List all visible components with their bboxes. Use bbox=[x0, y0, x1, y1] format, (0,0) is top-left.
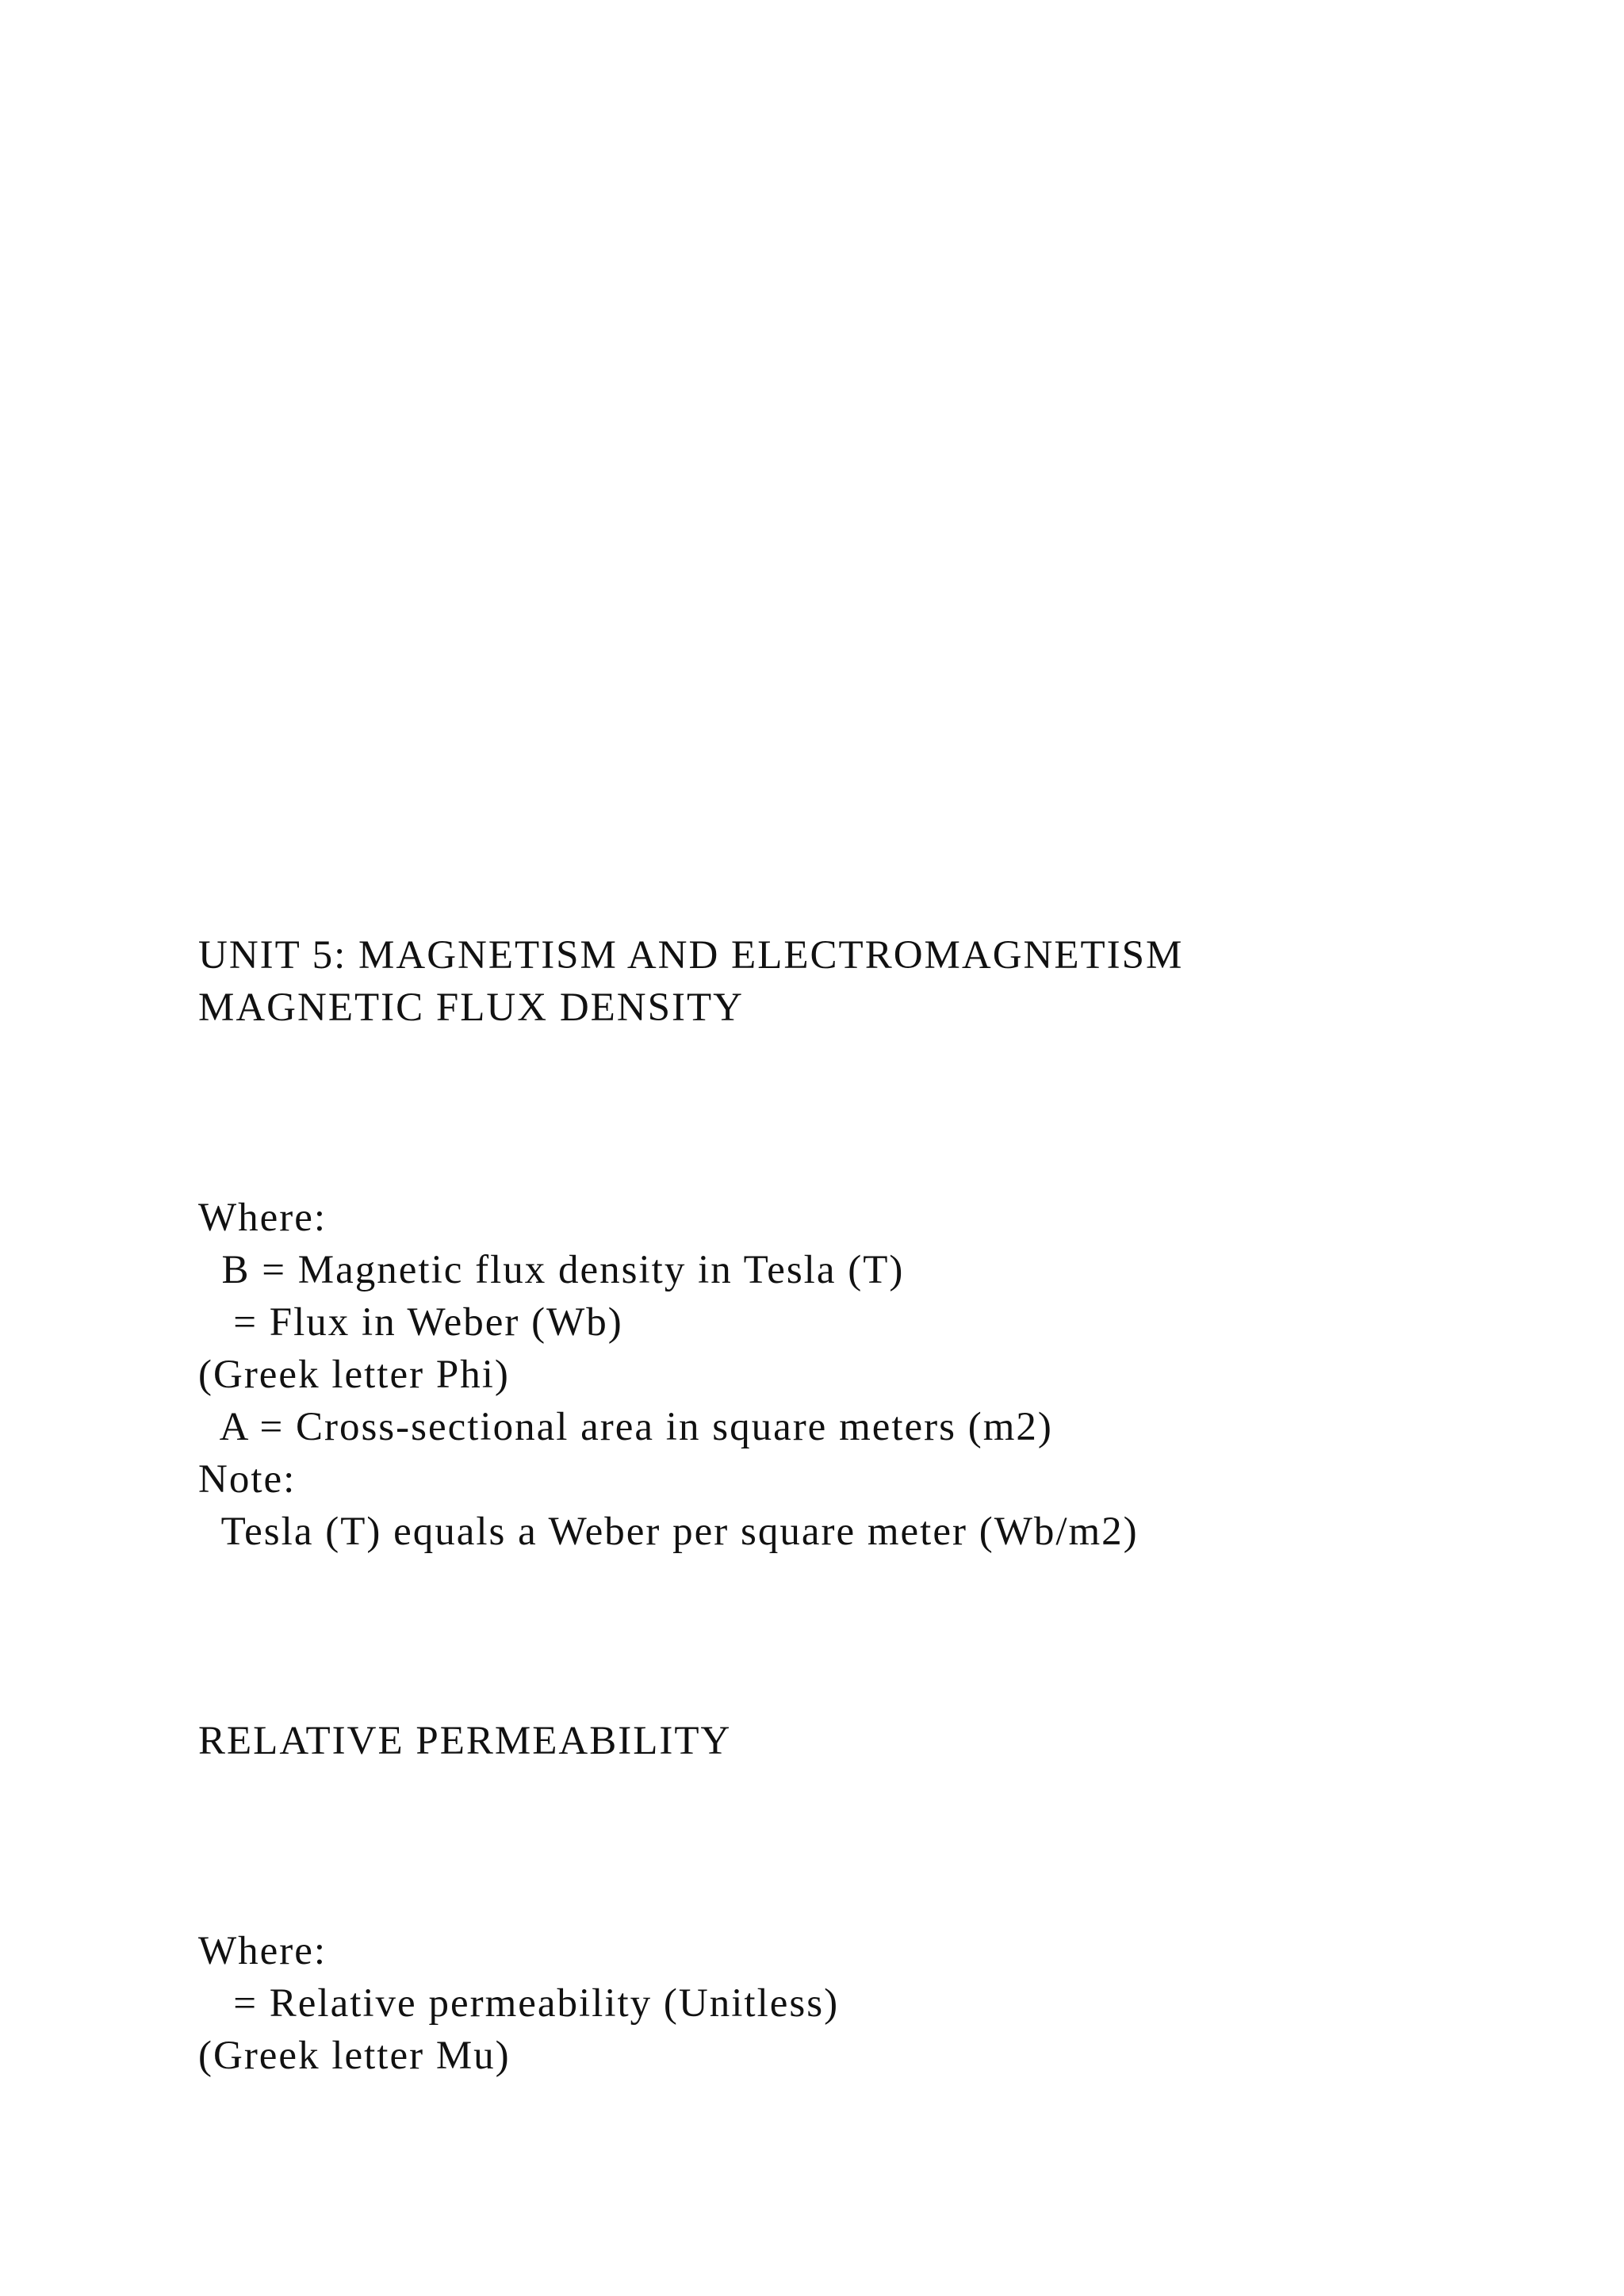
mu-note: (Greek letter Mu) bbox=[198, 2034, 511, 2078]
unit-heading: UNIT 5: MAGNETISM AND ELECTROMAGNETISM bbox=[198, 933, 1184, 978]
phi-note: (Greek letter Phi) bbox=[198, 1353, 510, 1397]
flux-density-definition: B = Magnetic flux density in Tesla (T) bbox=[198, 1248, 905, 1292]
relative-permeability-definition: = Relative permeability (Unitless) bbox=[198, 1981, 840, 2026]
flux-where-label: Where: bbox=[198, 1196, 327, 1240]
relative-permeability-heading: RELATIVE PERMEABILITY bbox=[198, 1719, 732, 1763]
note-label: Note: bbox=[198, 1457, 297, 1502]
flux-density-heading: MAGNETIC FLUX DENSITY bbox=[198, 985, 744, 1030]
permeability-where-label: Where: bbox=[198, 1929, 327, 1973]
tesla-note: Tesla (T) equals a Weber per square meter (Wb/m2) bbox=[198, 1510, 1139, 1554]
area-definition: A = Cross-sectional area in square meters (m2) bbox=[198, 1405, 1053, 1449]
flux-definition: = Flux in Weber (Wb) bbox=[198, 1300, 623, 1345]
